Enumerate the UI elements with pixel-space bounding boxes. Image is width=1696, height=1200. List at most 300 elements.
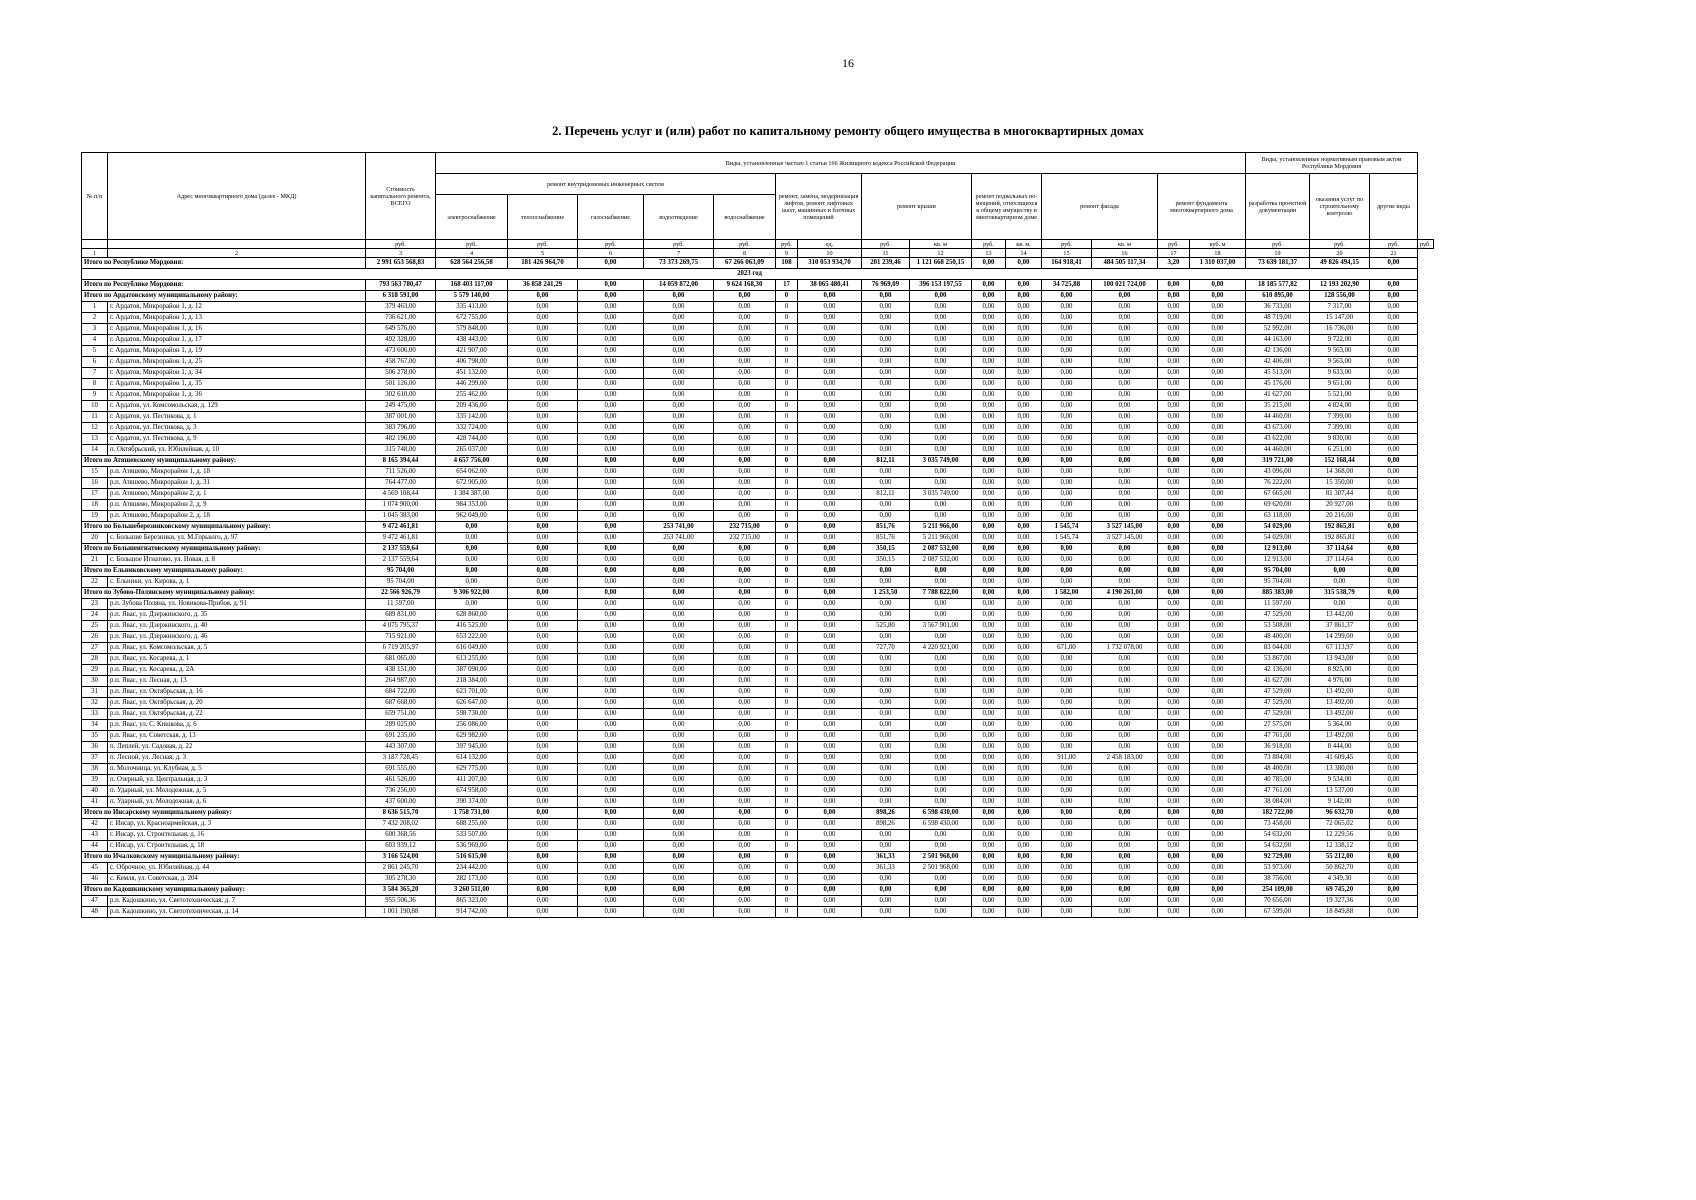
unit-cell: руб. bbox=[1042, 240, 1092, 249]
total-value: 0,00 bbox=[1190, 566, 1246, 577]
table-row bbox=[82, 830, 1434, 841]
table-row bbox=[82, 610, 1434, 621]
row-value: 0,00 bbox=[644, 357, 714, 368]
total-value: 3 260 511,00 bbox=[436, 885, 508, 896]
row-value: 0,00 bbox=[1190, 511, 1246, 522]
row-value: 654 062,00 bbox=[436, 467, 508, 478]
total-value: 885 383,00 bbox=[1246, 588, 1310, 599]
row-value: 0,00 bbox=[1158, 555, 1190, 566]
total-value: 0,00 bbox=[1370, 522, 1418, 533]
table-row bbox=[82, 698, 1434, 709]
row-address: р.п. Атяшево, Микрорайон 2, д. 1 bbox=[108, 489, 366, 500]
row-value: 0,00 bbox=[1092, 313, 1158, 324]
row-value: 0,00 bbox=[1190, 335, 1246, 346]
row-value: 0,00 bbox=[1006, 654, 1042, 665]
row-value: 0,00 bbox=[798, 445, 862, 456]
row-value: 0,00 bbox=[1006, 434, 1042, 445]
row-address: г. Ардатов, Микрорайон 1, д. 13 bbox=[108, 313, 366, 324]
row-value: 0,00 bbox=[972, 676, 1006, 687]
row-number: 43 bbox=[82, 830, 108, 841]
total-value: 164 918,41 bbox=[1042, 258, 1092, 269]
row-value: 0,00 bbox=[578, 753, 644, 764]
row-value: 0,00 bbox=[578, 379, 644, 390]
row-value: 0,00 bbox=[578, 533, 644, 544]
row-value: 0,00 bbox=[644, 665, 714, 676]
total-value: 0,00 bbox=[714, 588, 776, 599]
row-value: 525,80 bbox=[862, 621, 910, 632]
row-value: 0,00 bbox=[972, 863, 1006, 874]
row-value: 0,00 bbox=[1190, 687, 1246, 698]
row-address: г. Ардатов, ул. Пестикова, д. 9 bbox=[108, 434, 366, 445]
row-value: 0,00 bbox=[1042, 775, 1092, 786]
total-label: Итого по Ичалковскому муниципальному району: bbox=[82, 852, 366, 863]
row-value: 0 bbox=[776, 610, 798, 621]
row-value: 0,00 bbox=[578, 896, 644, 907]
total-value: 0,00 bbox=[798, 852, 862, 863]
row-number: 23 bbox=[82, 599, 108, 610]
row-value: 0,00 bbox=[508, 676, 578, 687]
row-value: 0,00 bbox=[862, 830, 910, 841]
row-address: г. Ардатов, Микрорайон 1, д. 19 bbox=[108, 346, 366, 357]
total-row bbox=[82, 522, 1434, 533]
row-value: 0,00 bbox=[798, 830, 862, 841]
row-value: 0,00 bbox=[714, 324, 776, 335]
total-value: 0,00 bbox=[1190, 544, 1246, 555]
row-address: р.п. Явас, ул. Советская, д. 13 bbox=[108, 731, 366, 742]
unit-cell: куб. м bbox=[1190, 240, 1246, 249]
row-value: 47 529,00 bbox=[1246, 687, 1310, 698]
row-value: 0,00 bbox=[578, 775, 644, 786]
row-value: 0,00 bbox=[1370, 643, 1418, 654]
row-value: 689 831,00 bbox=[366, 610, 436, 621]
row-value: 0,00 bbox=[714, 423, 776, 434]
total-value: 0,00 bbox=[1370, 291, 1418, 302]
total-value: 0,00 bbox=[508, 291, 578, 302]
total-value: 5 579 140,00 bbox=[436, 291, 508, 302]
row-value: 0,00 bbox=[1006, 775, 1042, 786]
row-value: 0,00 bbox=[578, 357, 644, 368]
row-value: 0,00 bbox=[1158, 830, 1190, 841]
row-value: 0 bbox=[776, 676, 798, 687]
row-value: 0,00 bbox=[508, 379, 578, 390]
row-value: 0,00 bbox=[1158, 324, 1190, 335]
row-value: 0,00 bbox=[972, 412, 1006, 423]
row-value: 41 627,00 bbox=[1246, 676, 1310, 687]
row-value: 0 bbox=[776, 863, 798, 874]
row-value: 0,00 bbox=[644, 478, 714, 489]
row-value: 0,00 bbox=[644, 841, 714, 852]
row-value: 0,00 bbox=[714, 753, 776, 764]
total-value: 96 632,70 bbox=[1310, 808, 1370, 819]
row-value: 0,00 bbox=[1190, 863, 1246, 874]
column-number: 6 bbox=[578, 249, 644, 258]
row-value: 0,00 bbox=[798, 599, 862, 610]
total-value: 0 bbox=[776, 852, 798, 863]
total-value: 0,00 bbox=[1006, 258, 1042, 269]
total-value: 67 266 063,09 bbox=[714, 258, 776, 269]
row-value: 14 368,00 bbox=[1310, 467, 1370, 478]
row-value: 0,00 bbox=[1092, 709, 1158, 720]
total-value: 0,00 bbox=[578, 258, 644, 269]
row-value: 812,11 bbox=[862, 489, 910, 500]
row-value: 0,00 bbox=[1370, 324, 1418, 335]
row-value: 9 830,00 bbox=[1310, 434, 1370, 445]
row-value: 4 569 108,44 bbox=[366, 489, 436, 500]
row-value: 0,00 bbox=[862, 412, 910, 423]
total-value: 0,00 bbox=[714, 544, 776, 555]
row-value: 0,00 bbox=[910, 599, 972, 610]
row-value: 0,00 bbox=[1190, 643, 1246, 654]
row-value: 0,00 bbox=[714, 797, 776, 808]
row-value: 0,00 bbox=[1042, 467, 1092, 478]
unit-cell: руб. bbox=[644, 240, 714, 249]
row-value: 0 bbox=[776, 830, 798, 841]
total-value: 0,00 bbox=[798, 291, 862, 302]
row-value: 0,00 bbox=[1092, 423, 1158, 434]
table-row bbox=[82, 819, 1434, 830]
row-value: 0,00 bbox=[578, 830, 644, 841]
row-number: 24 bbox=[82, 610, 108, 621]
row-value: 0,00 bbox=[862, 302, 910, 313]
row-number: 3 bbox=[82, 324, 108, 335]
row-value: 0,00 bbox=[1158, 841, 1190, 852]
row-value: 0,00 bbox=[1092, 379, 1158, 390]
row-value: 45 176,00 bbox=[1246, 379, 1310, 390]
row-number: 42 bbox=[82, 819, 108, 830]
row-value: 52 992,00 bbox=[1246, 324, 1310, 335]
row-value: 0,00 bbox=[1092, 335, 1158, 346]
total-value: 0,00 bbox=[798, 456, 862, 467]
total-value: 0,00 bbox=[578, 456, 644, 467]
row-value: 0,00 bbox=[578, 401, 644, 412]
row-value: 0,00 bbox=[714, 555, 776, 566]
row-value: 209 436,00 bbox=[436, 401, 508, 412]
row-value: 649 576,00 bbox=[366, 324, 436, 335]
row-value: 0,00 bbox=[508, 720, 578, 731]
row-value: 473 606,00 bbox=[366, 346, 436, 357]
row-value: 0,00 bbox=[1006, 390, 1042, 401]
row-value: 671,00 bbox=[1042, 643, 1092, 654]
total-label: Итого по Республике Мордовия: bbox=[82, 258, 366, 269]
total-value: 1 545,74 bbox=[1042, 522, 1092, 533]
total-value: 232 715,00 bbox=[714, 522, 776, 533]
total-value: 0,00 bbox=[910, 566, 972, 577]
row-value: 0,00 bbox=[972, 423, 1006, 434]
table-row bbox=[82, 709, 1434, 720]
row-value: 0,00 bbox=[910, 896, 972, 907]
row-value: 43 622,00 bbox=[1246, 434, 1310, 445]
total-value: 0,00 bbox=[1158, 885, 1190, 896]
row-number: 40 bbox=[82, 786, 108, 797]
row-address: г. Ардатов, Микрорайон 1, д. 25 bbox=[108, 357, 366, 368]
row-value: 0,00 bbox=[1042, 874, 1092, 885]
total-value: 1 121 668 250,15 bbox=[910, 258, 972, 269]
row-value: 0,00 bbox=[714, 841, 776, 852]
total-value: 0,00 bbox=[1092, 456, 1158, 467]
row-value: 95 704,00 bbox=[1246, 577, 1310, 588]
table-row bbox=[82, 731, 1434, 742]
row-value: 0,00 bbox=[508, 599, 578, 610]
row-value: 0 bbox=[776, 632, 798, 643]
row-value: 53 508,00 bbox=[1246, 621, 1310, 632]
total-value: 8 636 515,70 bbox=[366, 808, 436, 819]
row-value: 0,00 bbox=[508, 742, 578, 753]
row-value: 44 460,00 bbox=[1246, 445, 1310, 456]
row-value: 0,00 bbox=[798, 500, 862, 511]
row-value: 9 633,00 bbox=[1310, 368, 1370, 379]
row-value: 0,00 bbox=[1042, 665, 1092, 676]
row-value: 13 492,00 bbox=[1310, 709, 1370, 720]
total-row bbox=[82, 291, 1434, 302]
row-value: 0 bbox=[776, 368, 798, 379]
row-value: 0,00 bbox=[578, 489, 644, 500]
row-value: 20 927,00 bbox=[1310, 500, 1370, 511]
row-value: 0,00 bbox=[798, 742, 862, 753]
row-number: 44 bbox=[82, 841, 108, 852]
row-value: 0,00 bbox=[714, 599, 776, 610]
row-value: 0,00 bbox=[1006, 445, 1042, 456]
total-value: 0,00 bbox=[1158, 852, 1190, 863]
total-value: 0,00 bbox=[1370, 544, 1418, 555]
row-value: 0,00 bbox=[1158, 819, 1190, 830]
row-value: 0,00 bbox=[578, 720, 644, 731]
total-row bbox=[82, 808, 1434, 819]
row-value: 0,00 bbox=[1092, 555, 1158, 566]
row-value: 715 921,00 bbox=[366, 632, 436, 643]
row-value: 0,00 bbox=[436, 577, 508, 588]
total-value: 9 624 168,30 bbox=[714, 280, 776, 291]
row-value: 0,00 bbox=[972, 874, 1006, 885]
row-value: 687 668,00 bbox=[366, 698, 436, 709]
total-value: 0,00 bbox=[972, 885, 1006, 896]
row-value: 0,00 bbox=[798, 467, 862, 478]
row-value: 0 bbox=[776, 390, 798, 401]
row-value: 0,00 bbox=[644, 368, 714, 379]
row-value: 0,00 bbox=[910, 775, 972, 786]
row-value: 0,00 bbox=[644, 830, 714, 841]
row-number: 34 bbox=[82, 720, 108, 731]
row-value: 0,00 bbox=[644, 720, 714, 731]
row-value: 0 bbox=[776, 467, 798, 478]
row-address: п. Ударный, ул. Молодежная, д. 5 bbox=[108, 786, 366, 797]
row-value: 0,00 bbox=[644, 775, 714, 786]
row-value: 0,00 bbox=[1006, 379, 1042, 390]
row-value: 711 526,00 bbox=[366, 467, 436, 478]
row-value: 0,00 bbox=[714, 665, 776, 676]
total-value: 0,00 bbox=[508, 456, 578, 467]
header-other: другие виды bbox=[1370, 174, 1418, 240]
table-row bbox=[82, 302, 1434, 313]
row-value: 0,00 bbox=[862, 654, 910, 665]
total-value: 0,00 bbox=[1092, 808, 1158, 819]
total-value: 3,20 bbox=[1158, 258, 1190, 269]
row-number: 20 bbox=[82, 533, 108, 544]
row-value: 0,00 bbox=[972, 599, 1006, 610]
row-value: 0,00 bbox=[862, 368, 910, 379]
total-value: 0,00 bbox=[644, 544, 714, 555]
total-value: 0,00 bbox=[1092, 852, 1158, 863]
row-value: 9 563,00 bbox=[1310, 357, 1370, 368]
row-value: 629 982,00 bbox=[436, 731, 508, 742]
row-value: 0 bbox=[776, 687, 798, 698]
table-row bbox=[82, 775, 1434, 786]
total-value: 73 373 269,75 bbox=[644, 258, 714, 269]
row-address: р.п. Кадошкино, ул. Светотехническая, д. 14 bbox=[108, 907, 366, 918]
total-value: 3 166 524,00 bbox=[366, 852, 436, 863]
row-address: р.п. Явас, ул. С. Кишкова, д. 6 bbox=[108, 720, 366, 731]
row-value: 0,00 bbox=[1006, 368, 1042, 379]
row-value: 736 621,00 bbox=[366, 313, 436, 324]
row-value: 0,00 bbox=[644, 819, 714, 830]
total-value: 1 253,50 bbox=[862, 588, 910, 599]
row-value: 0,00 bbox=[508, 302, 578, 313]
row-value: 0,00 bbox=[1190, 434, 1246, 445]
row-value: 0,00 bbox=[1370, 665, 1418, 676]
row-value: 0,00 bbox=[910, 764, 972, 775]
total-value: 34 725,88 bbox=[1042, 280, 1092, 291]
row-value: 0,00 bbox=[1042, 863, 1092, 874]
total-value: 0,00 bbox=[1042, 885, 1092, 896]
total-label: Итого по Ардатовскому муниципальному району: bbox=[82, 291, 366, 302]
row-value: 0,00 bbox=[1370, 874, 1418, 885]
row-value: 0,00 bbox=[508, 709, 578, 720]
row-value: 0,00 bbox=[1190, 610, 1246, 621]
row-number: 47 bbox=[82, 896, 108, 907]
column-number: 14 bbox=[1006, 249, 1042, 258]
row-value: 67 665,00 bbox=[1246, 489, 1310, 500]
row-value: 54 029,00 bbox=[1246, 533, 1310, 544]
row-value: 0,00 bbox=[508, 313, 578, 324]
row-value: 0,00 bbox=[714, 335, 776, 346]
row-value: 438 443,00 bbox=[436, 335, 508, 346]
row-value: 533 507,00 bbox=[436, 830, 508, 841]
row-value: 0,00 bbox=[1006, 621, 1042, 632]
row-value: 42 136,00 bbox=[1246, 665, 1310, 676]
row-value: 0,00 bbox=[1158, 775, 1190, 786]
row-value: 0,00 bbox=[972, 577, 1006, 588]
row-value: 0,00 bbox=[798, 412, 862, 423]
row-value: 47 761,00 bbox=[1246, 786, 1310, 797]
row-value: 0,00 bbox=[1092, 863, 1158, 874]
row-value: 0,00 bbox=[1006, 709, 1042, 720]
row-value: 9 651,00 bbox=[1310, 379, 1370, 390]
row-value: 0,00 bbox=[714, 357, 776, 368]
total-value: 0,00 bbox=[862, 566, 910, 577]
total-value: 0,00 bbox=[972, 280, 1006, 291]
row-value: 0,00 bbox=[972, 830, 1006, 841]
row-value: 13 492,00 bbox=[1310, 698, 1370, 709]
row-value: 192 865,81 bbox=[1310, 533, 1370, 544]
row-value: 7 399,00 bbox=[1310, 423, 1370, 434]
column-number: 10 bbox=[798, 249, 862, 258]
row-value: 0,00 bbox=[972, 742, 1006, 753]
row-value: 0,00 bbox=[910, 687, 972, 698]
row-value: 659 751,00 bbox=[366, 709, 436, 720]
row-address: п. Озерный, ул. Центральная, д. 3 bbox=[108, 775, 366, 786]
total-value: 0,00 bbox=[714, 291, 776, 302]
row-value: 0,00 bbox=[972, 654, 1006, 665]
row-value: 0,00 bbox=[862, 434, 910, 445]
total-value: 128 556,00 bbox=[1310, 291, 1370, 302]
row-value: 0,00 bbox=[1006, 643, 1042, 654]
row-value: 0,00 bbox=[1370, 764, 1418, 775]
row-value: 0,00 bbox=[644, 511, 714, 522]
row-value: 0,00 bbox=[1190, 577, 1246, 588]
row-value: 0,00 bbox=[798, 687, 862, 698]
row-value: 0,00 bbox=[798, 676, 862, 687]
row-value: 0,00 bbox=[1370, 379, 1418, 390]
table-row bbox=[82, 786, 1434, 797]
row-address: г. Ардатов, Микрорайон 1, д. 17 bbox=[108, 335, 366, 346]
table-row bbox=[82, 643, 1434, 654]
row-value: 0,00 bbox=[578, 599, 644, 610]
row-value: 0,00 bbox=[1370, 533, 1418, 544]
row-value: 0,00 bbox=[714, 313, 776, 324]
unit-cell: руб. bbox=[508, 240, 578, 249]
row-value: 0,00 bbox=[578, 577, 644, 588]
total-value: 0,00 bbox=[1190, 588, 1246, 599]
table-row bbox=[82, 357, 1434, 368]
row-value: 0,00 bbox=[1158, 511, 1190, 522]
row-value: 0,00 bbox=[578, 511, 644, 522]
row-value: 0,00 bbox=[1158, 621, 1190, 632]
row-value: 2 087 532,00 bbox=[910, 555, 972, 566]
row-value: 0,00 bbox=[1092, 368, 1158, 379]
table-row bbox=[82, 379, 1434, 390]
total-value: 0,00 bbox=[508, 885, 578, 896]
table-row bbox=[82, 390, 1434, 401]
row-value: 0,00 bbox=[508, 533, 578, 544]
row-value: 0 bbox=[776, 621, 798, 632]
row-address: р.п. Атяшево, Микрорайон 2, д. 9 bbox=[108, 500, 366, 511]
row-value: 0,00 bbox=[1158, 720, 1190, 731]
total-value: 628 564 256,58 bbox=[436, 258, 508, 269]
row-value: 0,00 bbox=[1006, 863, 1042, 874]
row-value: 0,00 bbox=[1006, 742, 1042, 753]
row-value: 0,00 bbox=[972, 720, 1006, 731]
row-value: 0,00 bbox=[972, 302, 1006, 313]
row-value: 0,00 bbox=[578, 621, 644, 632]
table-row bbox=[82, 742, 1434, 753]
row-value: 0,00 bbox=[1370, 335, 1418, 346]
row-value: 0 bbox=[776, 379, 798, 390]
row-value: 48 400,00 bbox=[1246, 764, 1310, 775]
row-value: 0,00 bbox=[1092, 489, 1158, 500]
row-value: 13 537,00 bbox=[1310, 786, 1370, 797]
total-label: Итого по Атяшевскому муниципальному району: bbox=[82, 456, 366, 467]
row-value: 0,00 bbox=[714, 731, 776, 742]
row-value: 437 600,00 bbox=[366, 797, 436, 808]
row-value: 0,00 bbox=[644, 599, 714, 610]
row-value: 0,00 bbox=[910, 830, 972, 841]
row-number: 1 bbox=[82, 302, 108, 313]
row-value: 4 976,00 bbox=[1310, 676, 1370, 687]
row-value: 0,00 bbox=[1370, 797, 1418, 808]
row-address: г. Ардатов, Микрорайон 1, д. 16 bbox=[108, 324, 366, 335]
row-value: 2 458 183,00 bbox=[1092, 753, 1158, 764]
row-value: 0,00 bbox=[714, 764, 776, 775]
row-value: 0,00 bbox=[1006, 478, 1042, 489]
header-address: Адрес многоквартирного дома (далее - МКД) bbox=[108, 153, 366, 240]
row-value: 0,00 bbox=[714, 643, 776, 654]
unit-cell: руб. bbox=[366, 240, 436, 249]
row-value: 0,00 bbox=[910, 511, 972, 522]
row-value: 9 142,00 bbox=[1310, 797, 1370, 808]
header-water: водоснабжение bbox=[714, 195, 776, 240]
row-value: 0,00 bbox=[644, 302, 714, 313]
total-value: 0,00 bbox=[972, 588, 1006, 599]
row-value: 0,00 bbox=[578, 368, 644, 379]
